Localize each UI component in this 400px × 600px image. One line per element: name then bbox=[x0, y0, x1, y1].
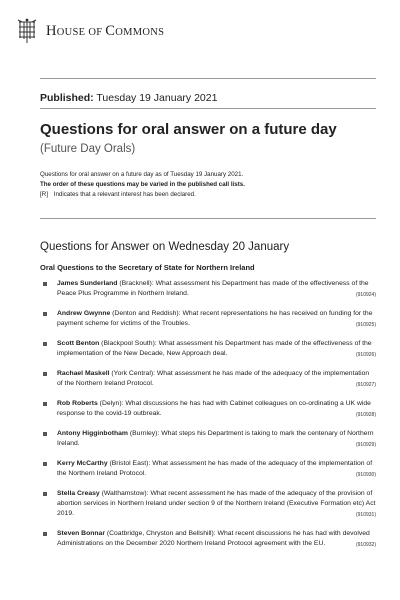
question-item bbox=[40, 489, 376, 519]
section-subheading: Oral Questions to the Secretary of State for Northern Ireland bbox=[40, 263, 255, 272]
question-ref: (910926) bbox=[355, 352, 376, 358]
question-item bbox=[40, 429, 376, 449]
member-name: Andrew Gwynne bbox=[57, 310, 111, 317]
member-constituency: (Burnley): bbox=[127, 430, 162, 437]
note-line-3 bbox=[40, 190, 245, 200]
question-ref: (910924) bbox=[355, 292, 376, 298]
published-label: Published: bbox=[40, 92, 94, 104]
question-list bbox=[40, 279, 376, 559]
member-constituency: (Denton and Reddish): bbox=[110, 310, 183, 317]
member-constituency: (Bristol East): bbox=[107, 460, 153, 467]
member-constituency: (Blackpool South): bbox=[99, 340, 159, 347]
member-name: Scott Benton bbox=[57, 340, 100, 347]
question-ref: (910930) bbox=[355, 472, 376, 478]
member-constituency: (Walthamstow): bbox=[99, 490, 151, 497]
published-date: Tuesday 19 January 2021 bbox=[96, 92, 218, 104]
divider-top bbox=[40, 78, 376, 79]
page-title: Questions for oral answer on a future day bbox=[40, 121, 337, 138]
section-heading: Questions for Answer on Wednesday 20 January bbox=[40, 241, 290, 253]
question-text: What steps his Department is taking to mark the centenary of Northern Ireland. bbox=[57, 430, 374, 447]
member-name: Rachael Maskell bbox=[57, 370, 110, 377]
question-text: What assessment he has made of the adequacy of the implementation of the Northern Ireland Protocol. bbox=[57, 370, 370, 387]
question-ref: (910927) bbox=[355, 382, 376, 388]
question-ref: (910932) bbox=[355, 542, 376, 548]
member-constituency: (Bracknell): bbox=[117, 280, 156, 287]
question-ref: (910928) bbox=[355, 412, 376, 418]
question-text: What recent assessment he has made of the adequacy of the provision of abortion services in Northern Ireland under section 9 of the Northern Ireland (Executive Formation etc) Act 2019. bbox=[57, 490, 376, 517]
question-ref: (910929) bbox=[355, 442, 376, 448]
question-ref: (910931) bbox=[355, 512, 376, 518]
question-text: What assessment he has made of the adequacy of the implementation of the Northern Ireland Protocol. bbox=[57, 460, 373, 477]
question-ref: (910925) bbox=[355, 322, 376, 328]
question-text: What assessment his Department has made of the effectiveness of the implementation of the New Decade, New Approach deal. bbox=[57, 340, 372, 357]
question-item bbox=[40, 309, 376, 329]
note-r-marker: [R] bbox=[40, 191, 48, 198]
house-of-commons-title: HOUSE OF COMMONS bbox=[46, 22, 165, 39]
note-line-1: Questions for oral answer on a future day as of Tuesday 19 January 2021. bbox=[40, 171, 244, 178]
member-name: Kerry McCarthy bbox=[57, 460, 108, 467]
question-item bbox=[40, 399, 376, 419]
page-subtitle: (Future Day Orals) bbox=[40, 143, 136, 155]
member-constituency: (York Central): bbox=[109, 370, 157, 377]
note-line-2: The order of these questions may be varied in the published call lists. bbox=[40, 181, 245, 188]
notes bbox=[40, 170, 245, 200]
member-name: Rob Roberts bbox=[57, 400, 98, 407]
question-item bbox=[40, 369, 376, 389]
divider-published bbox=[40, 108, 376, 109]
question-text: What assessment his Department has made of the effectiveness of the Peace Plus Programme in Northern Ireland. bbox=[57, 280, 369, 297]
question-text: What discussions he has had with Cabinet colleagues on co-ordinating a UK wide response to the covid-19 outbreak. bbox=[57, 400, 371, 417]
question-item bbox=[40, 339, 376, 359]
member-name: Steven Bonnar bbox=[57, 530, 105, 537]
member-name: James Sunderland bbox=[57, 280, 118, 287]
member-constituency: (Delyn): bbox=[97, 400, 126, 407]
question-item bbox=[40, 529, 376, 549]
note-r-text: Indicates that a relevant interest has been declared. bbox=[53, 191, 196, 198]
member-name: Stella Creasy bbox=[57, 490, 100, 497]
portcullis-icon bbox=[16, 18, 38, 44]
member-name: Antony Higginbotham bbox=[57, 430, 128, 437]
header bbox=[16, 18, 164, 44]
divider-notes bbox=[40, 218, 376, 219]
question-text: What recent representations he has received on funding for the payment scheme for victims of the Troubles. bbox=[57, 310, 373, 327]
member-constituency: (Coatbridge, Chryston and Bellshill): bbox=[104, 530, 218, 537]
published-line bbox=[40, 92, 217, 104]
question-item bbox=[40, 279, 376, 299]
question-item bbox=[40, 459, 376, 479]
question-text: What recent discussions he has had with devolved Administrations on the December 2020 Northern Ireland Protocol agreement with the EU. bbox=[57, 530, 370, 547]
